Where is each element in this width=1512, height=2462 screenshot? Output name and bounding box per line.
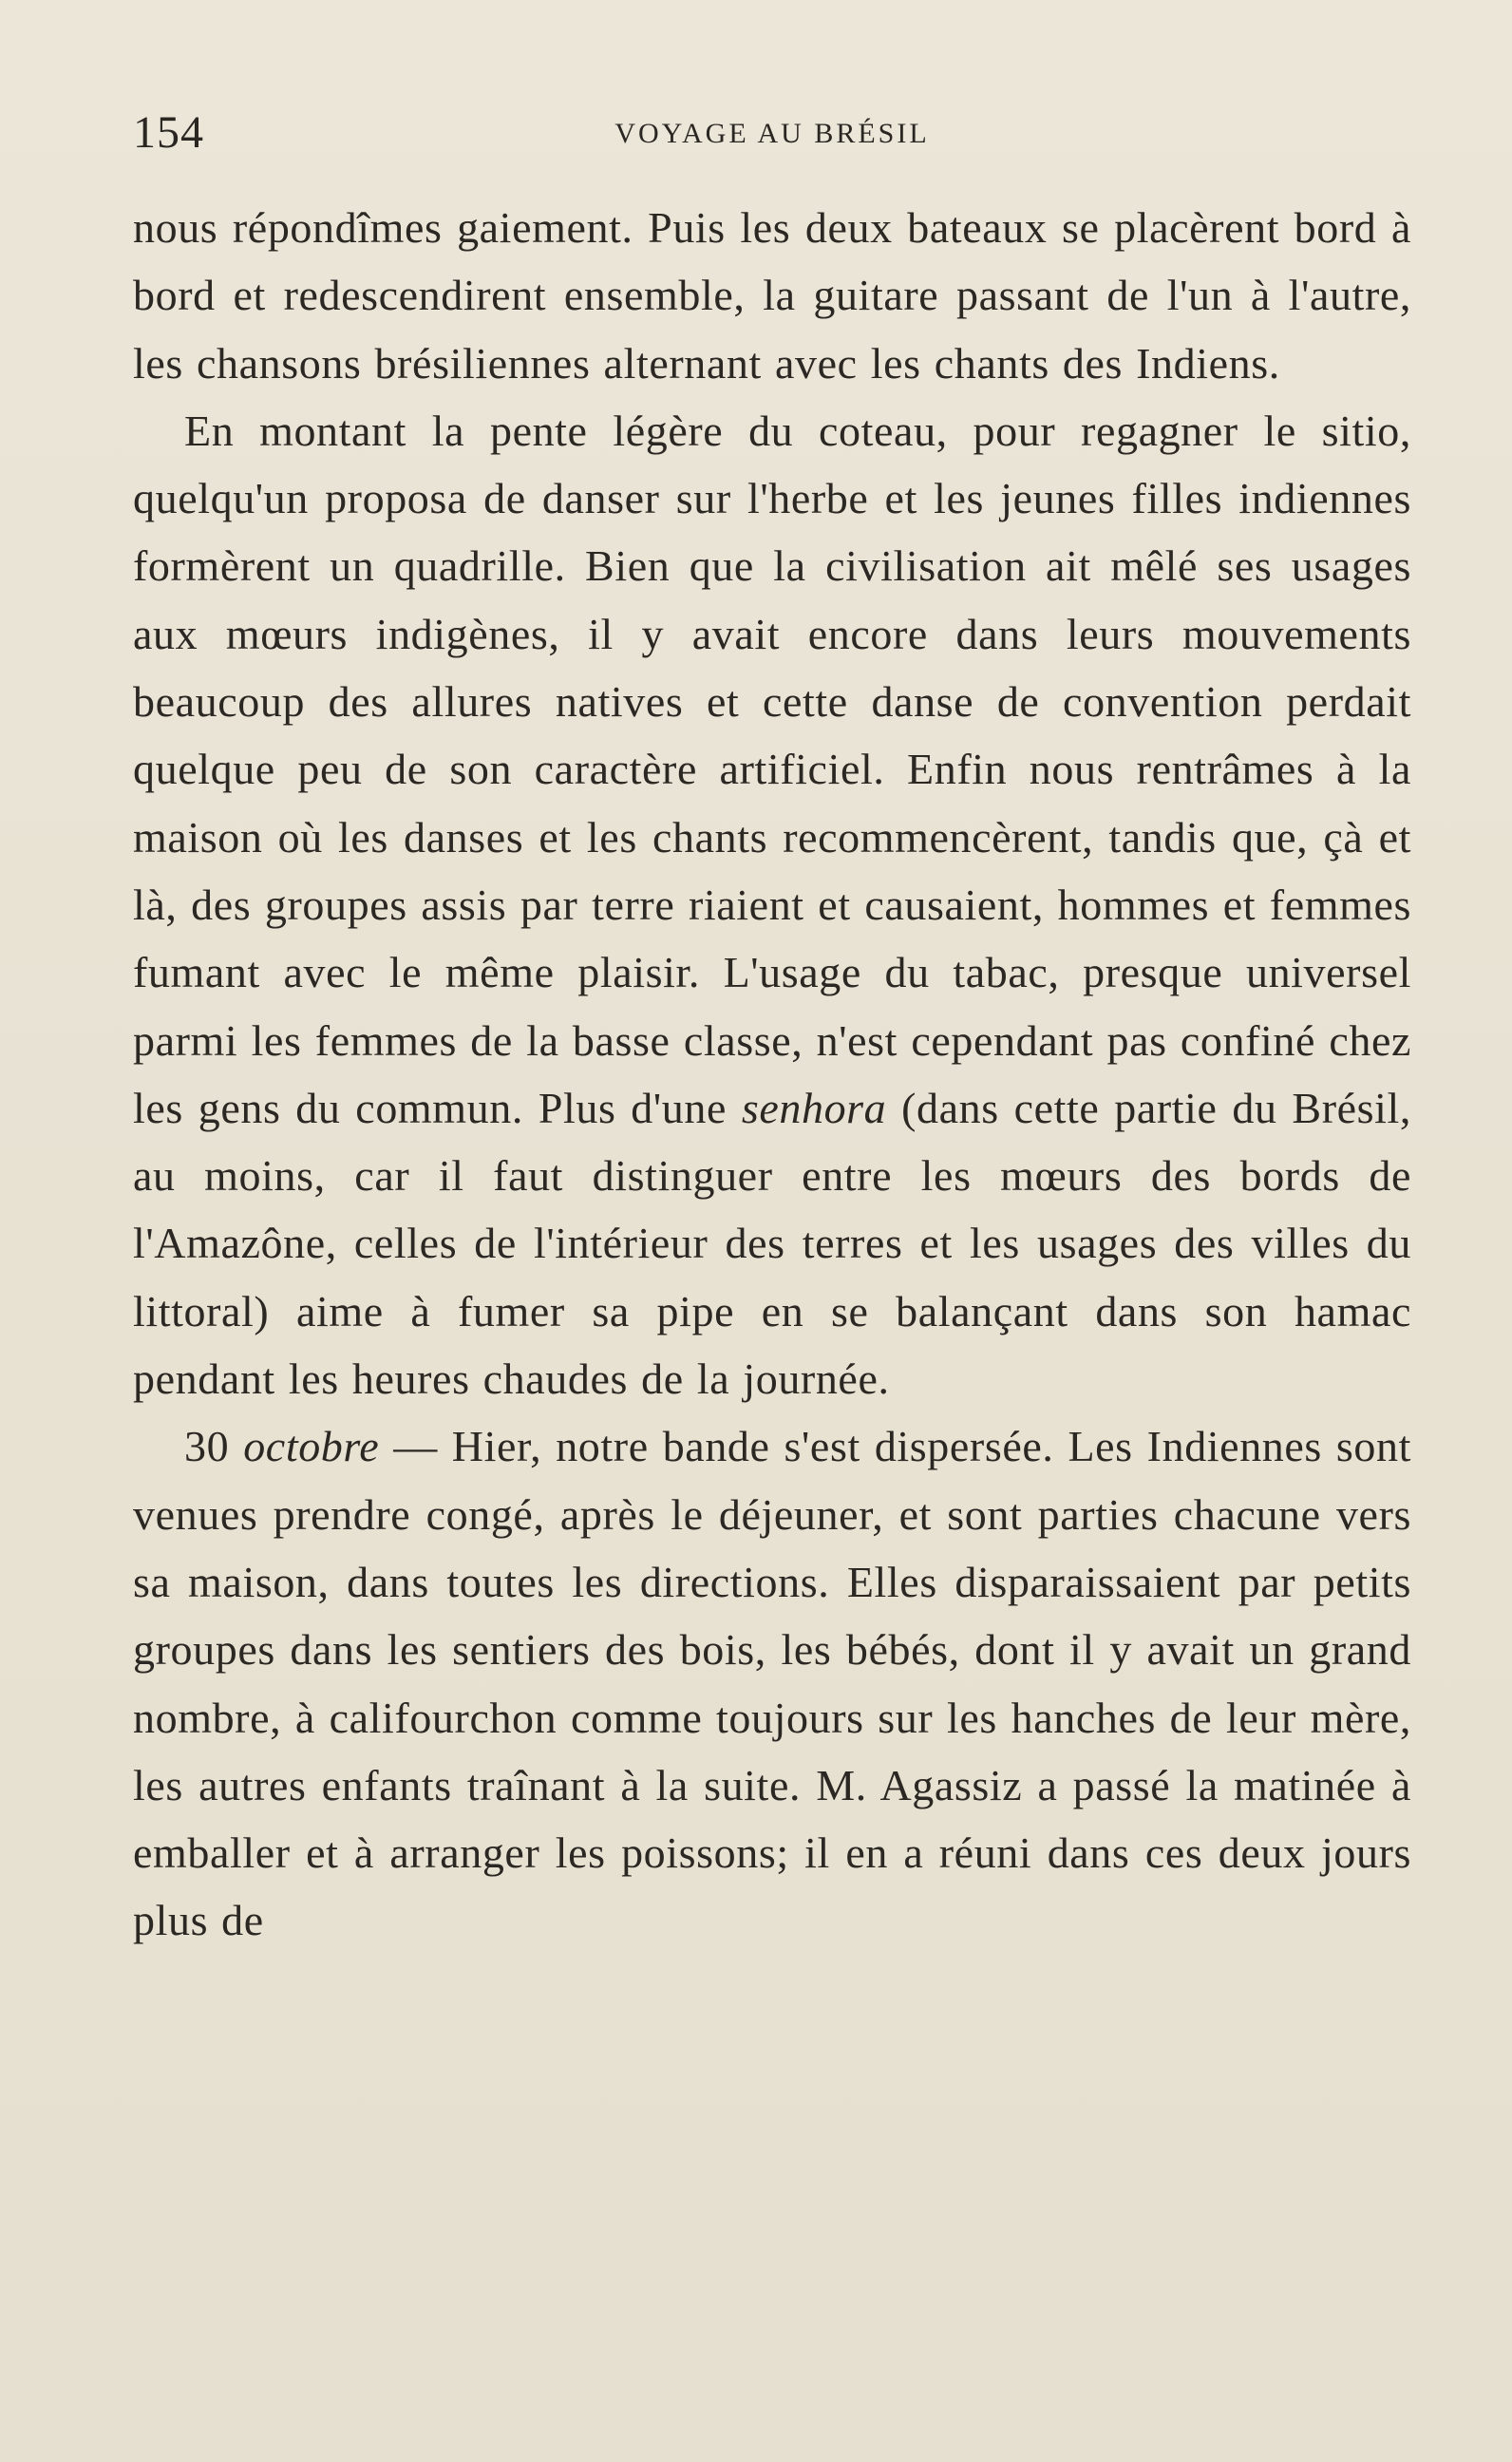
paragraph-text: nous répondîmes gaiement. Puis les deux bateaux se placèrent bord à bord et redescendirent ensemble, la guitare passant de l'un à l'autre, les chansons brésiliennes alternant avec les chants des Indiens. <box>133 203 1411 388</box>
running-title: VOYAGE AU BRÉSIL <box>614 118 930 149</box>
paragraph-sitio <box>133 397 1411 1412</box>
page-number: 154 <box>133 107 204 158</box>
paragraph-text: En montant la pente légère du coteau, pour regagner le sitio, quelqu'un proposa de danser sur l'herbe et les jeunes filles indiennes formèrent un quadrille. Bien que la civilisation ait mêlé ses usages aux mœurs indigènes, il y avait encore dans leurs mouvements beaucoup des allures natives et cette danse de convention perdait quelque peu de son caractère artificiel. Enfin nous rentrâmes à la maison où les danses et les chants recommencèrent, tandis que, çà et là, des groupes assis par terre riaient et causaient, hommes et femmes fumant avec le même plaisir. L'usage du tabac, presque universel parmi les femmes de la basse classe, n'est cependant pas confiné chez les gens du commun. Plus d'une <box>133 406 1411 1132</box>
entry-date-month: octobre <box>243 1422 380 1471</box>
italic-term: senhora <box>741 1083 887 1132</box>
body-text <box>133 194 1411 1955</box>
running-head <box>133 106 1411 163</box>
paragraph-text: (dans cette partie du Brésil, au moins, car il faut distinguer entre les mœurs des bords de l'Amazône, celles de l'intérieur des terres et les usages des villes du littoral) aime à fumer sa pipe en se balançant dans son hamac pendant les heures chaudes de la journée. <box>133 1083 1411 1404</box>
entry-date-number: 30 <box>184 1422 230 1471</box>
paragraph-text: — Hier, notre bande s'est dispersée. Les Indiennes sont venues prendre congé, après le déjeuner, et sont parties chacune vers sa maison, dans toutes les directions. Elles disparaissaient par petits groupes dans les sentiers des bois, les bébés, dont il y avait un grand nombre, à califourchon comme toujours sur les hanches de leur mère, les autres enfants traînant à la suite. M. Agassiz a passé la matinée à emballer et à arranger les poissons; il en a réuni dans ces deux jours plus de <box>133 1422 1411 1945</box>
paragraph-dated-entry <box>133 1412 1411 1954</box>
paragraph-continued <box>133 194 1411 397</box>
